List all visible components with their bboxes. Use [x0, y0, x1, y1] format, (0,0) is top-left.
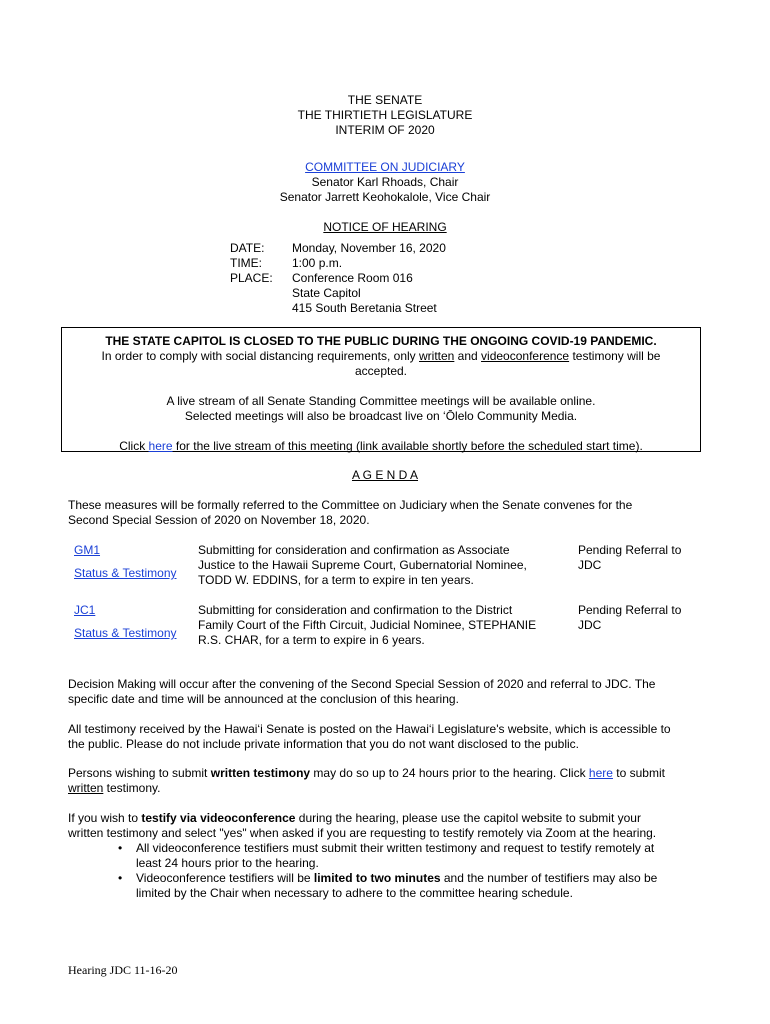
time-label: TIME:	[230, 256, 262, 270]
measure-description: Submitting for consideration and confirmation to the District Family Court of the Fifth Circuit, Judicial Nominee, STEPHANIE R.S. CHAR, for a term to expire in 6 years.	[198, 603, 537, 647]
header-gap	[0, 138, 770, 160]
written-testimony-emphasis: written testimony	[210, 766, 311, 780]
written-testimony-paragraph: Persons wishing to submit written testimony may do so up to 24 hours prior to the hearing. Click here to submit written testimony.	[68, 766, 665, 795]
public-testimony-paragraph: All testimony received by the Hawai‘i Senate is posted on the Hawai‘i Legislature's website, which is accessible to the public. Please do not include private information that you do not want disclosed to the public.	[68, 722, 671, 751]
list-item: • All videoconference testifiers must submit their written testimony and request to testify remotely at least 24 hours prior to the hearing.	[118, 841, 655, 870]
agenda-intro: These measures will be formally referred to the Committee on Judiciary when the Senate convenes for the Second Special Session of 2020 on November 18, 2020.	[68, 498, 633, 527]
hearing-details	[230, 241, 550, 316]
committee-link[interactable]: COMMITTEE ON JUDICIARY	[305, 160, 465, 174]
place-building: State Capitol	[292, 286, 361, 300]
videoconference-paragraph: If you wish to testify via videoconference during the hearing, please use the capitol website to submit your written testimony and select "yes" when asked if you are requesting to testify remotely via Zoom at the hearing. • All videoconference testifiers must submit their written testimony and request to testify remotely at least 24 hours prior to the hearing. • Videoconference testifiers will be limited to two minutes and the number of testifiers may also be limited by the Chair when necessary to adhere to the committee hearing schedule.	[68, 811, 708, 901]
comply-line: In order to comply with social distancing requirements, only written and videoconference testimony will be	[101, 349, 661, 363]
comply-line-2: accepted.	[354, 364, 408, 378]
list-item: • Videoconference testifiers will be limited to two minutes and the number of testifiers may also be limited by the Chair when necessary to adhere to the committee hearing schedule.	[118, 871, 658, 900]
stream-line-1: A live stream of all Senate Standing Committee meetings will be available online.	[166, 394, 596, 408]
bullet-icon: •	[118, 871, 123, 885]
submit-testimony-link[interactable]: here	[588, 766, 613, 780]
place-address: 415 South Beretania Street	[292, 301, 437, 315]
measure-referral: Pending Referral to JDC	[578, 543, 682, 572]
written-emphasis: written	[419, 349, 455, 363]
stream-line-2: Selected meetings will also be broadcast live on ‘Ōlelo Community Media.	[184, 409, 578, 423]
date-label: DATE:	[230, 241, 265, 255]
status-testimony-link[interactable]: Status & Testimony	[74, 566, 177, 580]
videoconference-emphasis: videoconference	[481, 349, 570, 363]
document-header	[0, 93, 770, 235]
time-limit-emphasis: limited to two minutes	[313, 871, 441, 885]
measure-id-link[interactable]: GM1	[74, 543, 101, 557]
status-testimony-link[interactable]: Status & Testimony	[74, 626, 177, 640]
senate-title: THE SENATE	[347, 93, 423, 107]
measure-referral: Pending Referral to JDC	[578, 603, 682, 632]
decision-making-paragraph: Decision Making will occur after the convening of the Second Special Session of 2020 and referral to JDC. The specific date and time will be announced at the conclusion of this hearing.	[68, 677, 656, 706]
place-room: Conference Room 016	[292, 271, 413, 285]
place-label: PLACE:	[230, 271, 273, 285]
agenda-heading: A G E N D A	[351, 468, 419, 482]
videoconference-rules-list	[68, 841, 708, 901]
bullet-icon: •	[118, 841, 123, 855]
header-gap-2	[0, 205, 770, 220]
live-stream-link[interactable]: here	[148, 439, 173, 453]
time-value: 1:00 p.m.	[292, 256, 343, 270]
measure-row-gm1	[68, 543, 718, 588]
measure-row-jc1	[68, 603, 718, 648]
legislature-title: THE THIRTIETH LEGISLATURE	[297, 108, 473, 122]
vice-chair-name: Senator Jarrett Keohokalole, Vice Chair	[279, 190, 491, 204]
notice-heading: NOTICE OF HEARING	[323, 220, 447, 234]
covid-notice-box	[61, 327, 701, 452]
measure-description: Submitting for consideration and confirmation as Associate Justice to the Hawaii Supreme Court, Gubernatorial Nominee, TODD W. EDDINS, for a term to expire in ten years.	[198, 543, 527, 587]
covid-notice-heading: THE STATE CAPITOL IS CLOSED TO THE PUBLIC DURING THE ONGOING COVID-19 PANDEMIC.	[105, 334, 657, 348]
videoconference-emphasis: testify via videoconference	[141, 811, 296, 825]
page-footer: Hearing JDC 11-16-20	[68, 963, 178, 977]
date-value: Monday, November 16, 2020	[292, 241, 446, 255]
live-stream-line: Click here for the live stream of this meeting (link available shortly before the scheduled start time).	[119, 439, 643, 453]
chair-name: Senator Karl Rhoads, Chair	[311, 175, 459, 189]
measure-id-link[interactable]: JC1	[74, 603, 96, 617]
interim-title: INTERIM OF 2020	[335, 123, 435, 137]
